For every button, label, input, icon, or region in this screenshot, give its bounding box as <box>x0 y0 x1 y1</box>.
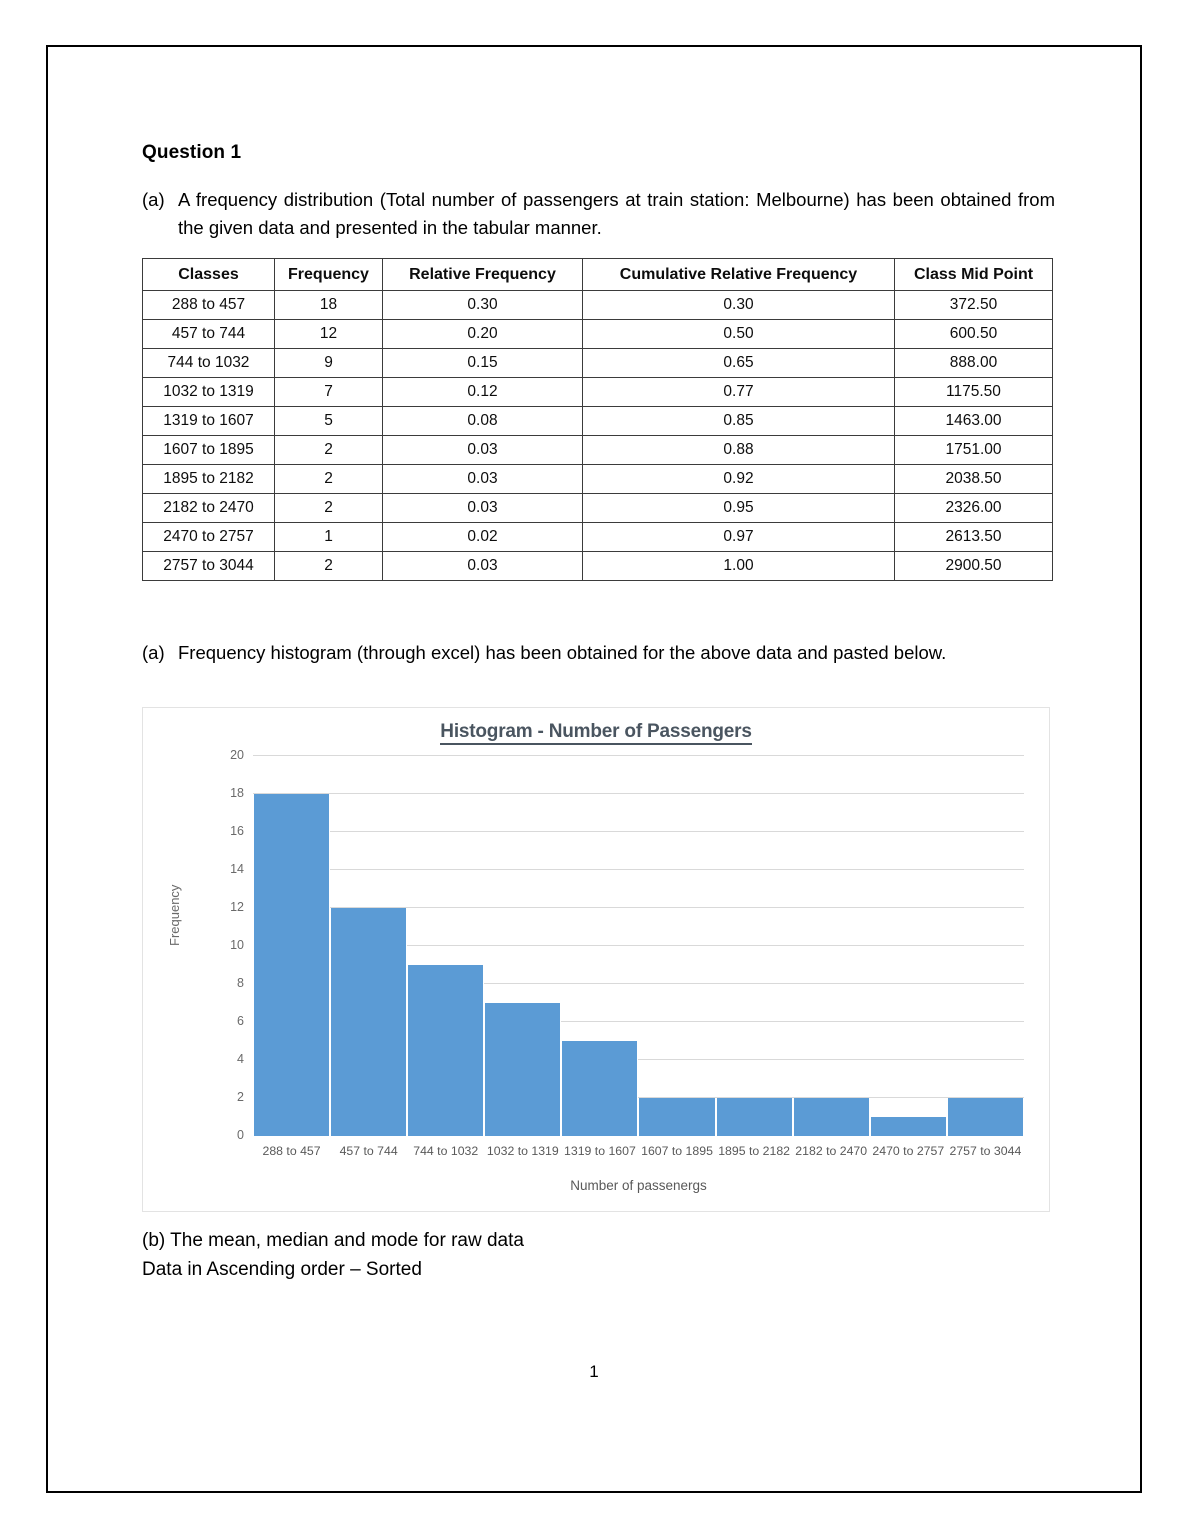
chart-y-tick-label: 2 <box>237 1090 244 1104</box>
chart-y-tick-label: 10 <box>230 938 244 952</box>
cell-class: 1319 to 1607 <box>143 407 275 436</box>
paragraph-marker-a2: (a) <box>142 642 165 663</box>
chart-x-tick-label: 288 to 457 <box>262 1144 321 1158</box>
cell-frequency: 12 <box>275 320 383 349</box>
table-header-row <box>143 259 1053 291</box>
cell-cumulative-relative-frequency: 0.88 <box>583 436 895 465</box>
frequency-distribution-table <box>142 258 1053 581</box>
cell-class-mid-point: 888.00 <box>895 349 1053 378</box>
cell-frequency: 2 <box>275 494 383 523</box>
chart-bar <box>716 1098 793 1136</box>
cell-cumulative-relative-frequency: 0.95 <box>583 494 895 523</box>
cell-cumulative-relative-frequency: 0.85 <box>583 407 895 436</box>
chart-bar <box>561 1041 638 1136</box>
chart-y-tick-label: 20 <box>230 748 244 762</box>
table-header-cumulative-relative-frequency: Cumulative Relative Frequency <box>583 259 895 291</box>
chart-bar <box>407 965 484 1136</box>
cell-cumulative-relative-frequency: 0.65 <box>583 349 895 378</box>
cell-relative-frequency: 0.03 <box>383 494 583 523</box>
cell-frequency: 2 <box>275 465 383 494</box>
cell-frequency: 2 <box>275 436 383 465</box>
chart-bar <box>638 1098 715 1136</box>
cell-class-mid-point: 2038.50 <box>895 465 1053 494</box>
cell-frequency: 2 <box>275 552 383 581</box>
chart-plot-area <box>230 748 1024 1142</box>
cell-frequency: 7 <box>275 378 383 407</box>
closing-line-1: (b) The mean, median and mode for raw data <box>142 1230 524 1251</box>
chart-bar <box>793 1098 870 1136</box>
chart-x-tick-label: 2470 to 2757 <box>872 1144 945 1158</box>
paragraph-marker-a1: (a) <box>142 189 165 210</box>
cell-relative-frequency: 0.08 <box>383 407 583 436</box>
chart-x-tick-label: 1607 to 1895 <box>641 1144 713 1158</box>
table-row <box>143 465 1053 494</box>
cell-class-mid-point: 1175.50 <box>895 378 1053 407</box>
closing-text <box>142 1226 1055 1284</box>
cell-class-mid-point: 1463.00 <box>895 407 1053 436</box>
table-row <box>143 407 1053 436</box>
cell-class-mid-point: 2613.50 <box>895 523 1053 552</box>
cell-relative-frequency: 0.20 <box>383 320 583 349</box>
cell-cumulative-relative-frequency: 0.77 <box>583 378 895 407</box>
table-row <box>143 552 1053 581</box>
cell-relative-frequency: 0.03 <box>383 465 583 494</box>
cell-class: 457 to 744 <box>143 320 275 349</box>
cell-class: 1895 to 2182 <box>143 465 275 494</box>
table-row <box>143 349 1053 378</box>
chart-x-tick-label: 1319 to 1607 <box>564 1144 636 1158</box>
chart-title-text: Histogram - Number of Passengers <box>440 721 751 745</box>
cell-cumulative-relative-frequency: 0.97 <box>583 523 895 552</box>
chart-x-axis-label: Number of passenergs <box>570 1178 707 1193</box>
chart-x-tick-label: 2757 to 3044 <box>949 1144 1022 1158</box>
cell-relative-frequency: 0.02 <box>383 523 583 552</box>
cell-class: 2182 to 2470 <box>143 494 275 523</box>
cell-relative-frequency: 0.03 <box>383 552 583 581</box>
cell-class-mid-point: 372.50 <box>895 291 1053 320</box>
table-row <box>143 291 1053 320</box>
chart-y-tick-label: 4 <box>237 1052 244 1066</box>
cell-class: 744 to 1032 <box>143 349 275 378</box>
page-border <box>46 45 1142 1493</box>
table-row <box>143 378 1053 407</box>
chart-bar <box>484 1003 561 1136</box>
chart-x-axis-ticks <box>253 1144 1024 1158</box>
cell-class: 1032 to 1319 <box>143 378 275 407</box>
cell-relative-frequency: 0.03 <box>383 436 583 465</box>
table-row <box>143 436 1053 465</box>
table-header-relative-frequency: Relative Frequency <box>383 259 583 291</box>
cell-cumulative-relative-frequency: 0.30 <box>583 291 895 320</box>
chart-bar <box>870 1117 947 1136</box>
chart-y-tick-label: 12 <box>230 900 244 914</box>
cell-frequency: 9 <box>275 349 383 378</box>
table-row <box>143 494 1053 523</box>
table-header-frequency: Frequency <box>275 259 383 291</box>
paragraph-part-a-chart <box>142 639 1055 667</box>
chart-y-axis-label: Frequency <box>167 884 182 946</box>
chart-y-tick-label: 18 <box>230 786 244 800</box>
table-header-class-mid-point: Class Mid Point <box>895 259 1053 291</box>
cell-frequency: 18 <box>275 291 383 320</box>
cell-frequency: 5 <box>275 407 383 436</box>
chart-bars <box>253 756 1024 1136</box>
cell-cumulative-relative-frequency: 1.00 <box>583 552 895 581</box>
chart-x-tick-label: 457 to 744 <box>339 1144 398 1158</box>
chart-bar <box>253 794 330 1136</box>
cell-cumulative-relative-frequency: 0.92 <box>583 465 895 494</box>
cell-class: 2757 to 3044 <box>143 552 275 581</box>
chart-x-tick-label: 1032 to 1319 <box>486 1144 559 1158</box>
closing-line-2: Data in Ascending order – Sorted <box>142 1259 422 1280</box>
paragraph-text-a1: A frequency distribution (Total number of passengers at train station: Melbourne) has been obtained from the given data and presented in the tabular manner. <box>178 189 1055 238</box>
page-title: Question 1 <box>142 142 242 163</box>
table-header-classes: Classes <box>143 259 275 291</box>
cell-class-mid-point: 1751.00 <box>895 436 1053 465</box>
histogram-chart <box>142 707 1050 1212</box>
chart-bar <box>330 908 407 1136</box>
cell-class: 1607 to 1895 <box>143 436 275 465</box>
cell-class-mid-point: 2326.00 <box>895 494 1053 523</box>
cell-class: 288 to 457 <box>143 291 275 320</box>
cell-relative-frequency: 0.30 <box>383 291 583 320</box>
cell-relative-frequency: 0.15 <box>383 349 583 378</box>
cell-class: 2470 to 2757 <box>143 523 275 552</box>
chart-x-tick-label: 744 to 1032 <box>413 1144 479 1158</box>
cell-class-mid-point: 2900.50 <box>895 552 1053 581</box>
cell-relative-frequency: 0.12 <box>383 378 583 407</box>
cell-cumulative-relative-frequency: 0.50 <box>583 320 895 349</box>
chart-y-tick-label: 0 <box>237 1128 244 1142</box>
chart-y-tick-label: 8 <box>237 976 244 990</box>
chart-y-tick-label: 14 <box>230 862 244 876</box>
paragraph-text-a2: Frequency histogram (through excel) has been obtained for the above data and pasted below. <box>178 642 947 663</box>
chart-title <box>143 721 1049 743</box>
table-row <box>143 523 1053 552</box>
page-content <box>140 142 1055 1284</box>
table-row <box>143 320 1053 349</box>
chart-y-tick-label: 16 <box>230 824 244 838</box>
chart-x-tick-label: 2182 to 2470 <box>795 1144 868 1158</box>
chart-x-tick-label: 1895 to 2182 <box>718 1144 791 1158</box>
chart-y-tick-label: 6 <box>237 1014 244 1028</box>
cell-class-mid-point: 600.50 <box>895 320 1053 349</box>
paragraph-part-a-table <box>142 186 1055 242</box>
chart-bar <box>947 1098 1024 1136</box>
cell-frequency: 1 <box>275 523 383 552</box>
page-number: 1 <box>589 1362 599 1381</box>
